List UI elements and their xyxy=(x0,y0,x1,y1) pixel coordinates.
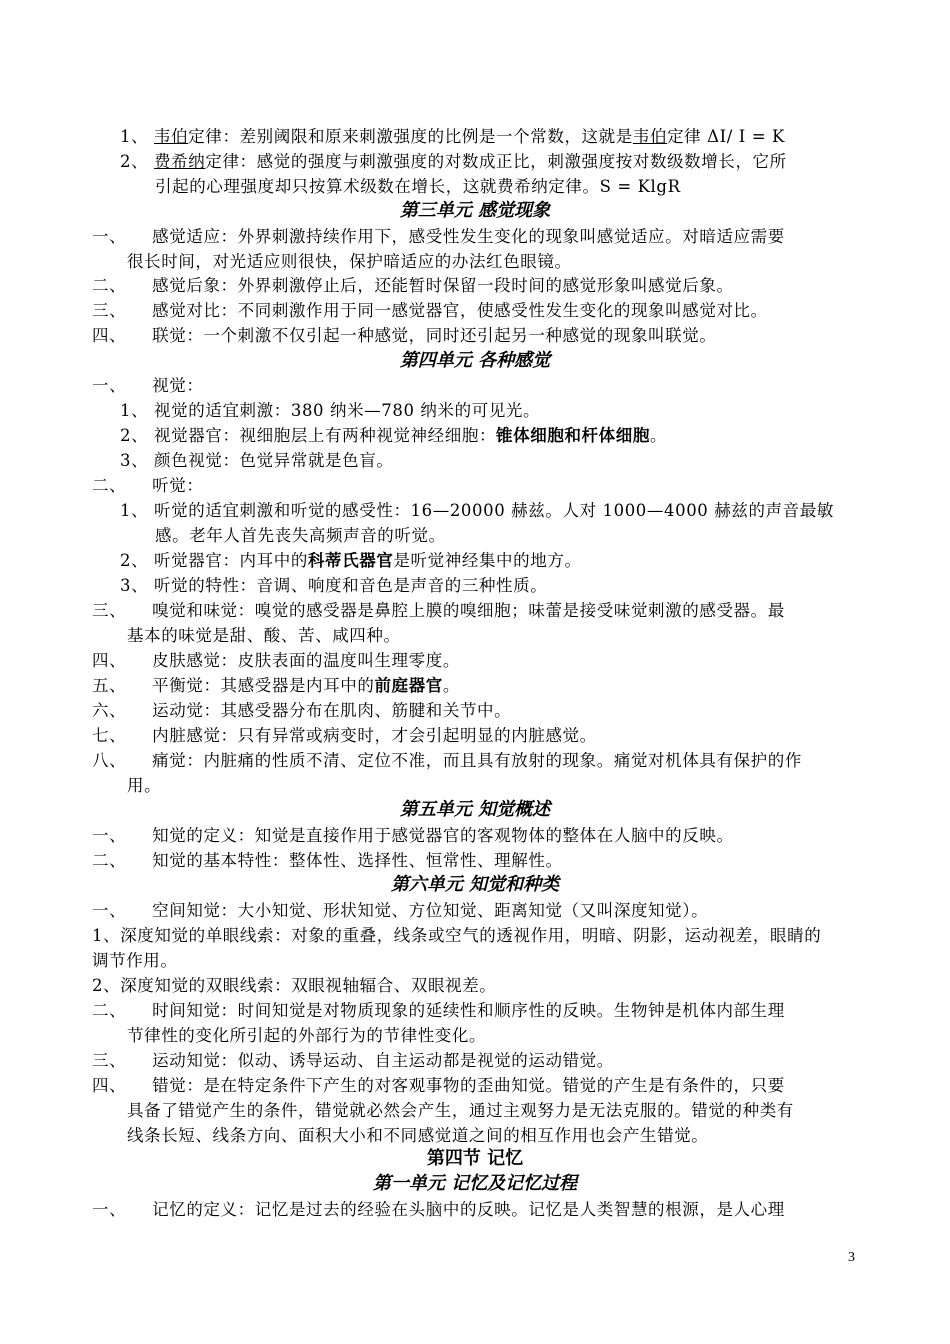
text-line xyxy=(127,1124,897,1148)
text-line xyxy=(92,324,862,348)
text-line xyxy=(92,724,862,748)
text-line xyxy=(92,999,862,1023)
text-line xyxy=(120,424,890,448)
text-run: 很长时间，对光适应则很快，保护暗适应的办法红色眼镜。 xyxy=(127,252,572,271)
text-run: 节律性的变化所引起的外部行为的节律性变化。 xyxy=(127,1026,487,1045)
section-heading: 第三单元 感觉现象 xyxy=(399,200,551,221)
text-run: 四、 错觉：是在特定条件下产生的对客观事物的歪曲知觉。错觉的产生是有条件的，只要 xyxy=(92,1076,785,1095)
text-run: 2、 听觉器官：内耳中的 xyxy=(120,551,308,570)
bold-term: 前庭器官 xyxy=(374,676,443,695)
text-line xyxy=(155,175,925,199)
text-run: 。 xyxy=(442,676,460,695)
text-run: 感。老年人首先丧失高频声音的听觉。 xyxy=(155,526,446,545)
text-run: 用。 xyxy=(127,776,162,795)
text-run: 2、 xyxy=(120,152,155,171)
text-line xyxy=(92,474,862,498)
text-run: 二、 听觉： xyxy=(92,476,204,495)
bold-term: 科蒂氏器官 xyxy=(307,551,394,570)
text-run: 三、 运动知觉：似动、诱导运动、自主运动都是视觉的运动错觉。 xyxy=(92,1051,614,1070)
text-run: 1、 视觉的适宜刺激：380 纳米—780 纳米的可见光。 xyxy=(120,401,541,420)
text-run: 2、 视觉器官：视细胞层上有两种视觉神经细胞： xyxy=(120,426,497,445)
text-line xyxy=(92,949,862,973)
section-heading: 第四节 记忆 xyxy=(426,1148,524,1169)
text-line xyxy=(127,250,897,274)
text-run: 3、 颜色视觉：色觉异常就是色盲。 xyxy=(120,451,394,470)
text-run: 1、 xyxy=(120,127,155,146)
section-heading: 第一单元 记忆及记忆过程 xyxy=(372,1173,578,1194)
text-line xyxy=(120,150,890,174)
text-line xyxy=(127,624,897,648)
text-run: 定律：感觉的强度与刺激强度的对数成正比，刺激强度按对数级数增长，它所 xyxy=(205,152,787,171)
underlined-term: 韦伯 xyxy=(632,127,668,146)
section-heading: 第五单元 知觉概述 xyxy=(399,799,551,820)
text-line xyxy=(92,699,862,723)
text-line xyxy=(92,849,862,873)
text-line xyxy=(120,499,890,523)
text-line xyxy=(92,225,862,249)
text-line xyxy=(120,449,890,473)
text-line xyxy=(120,399,890,423)
text-run: 四、 皮肤感觉：皮肤表面的温度叫生理零度。 xyxy=(92,651,460,670)
text-line xyxy=(92,899,862,923)
text-run: 二、 时间知觉：时间知觉是对物质现象的延续性和顺序性的反映。生物钟是机体内部生理 xyxy=(92,1001,785,1020)
text-run: 线条长短、线条方向、面积大小和不同感觉道之间的相互作用也会产生错觉。 xyxy=(127,1126,709,1145)
section-heading: 第四单元 各种感觉 xyxy=(399,350,551,371)
text-run: 一、 空间知觉：大小知觉、形状知觉、方位知觉、距离知觉（又叫深度知觉）。 xyxy=(92,901,709,920)
text-line xyxy=(92,1049,862,1073)
text-run: 。 xyxy=(649,426,668,445)
text-run: 定律：差别阈限和原来刺激强度的比例是一个常数，这就是 xyxy=(188,127,633,146)
text-run: 六、 运动觉：其感受器分布在肌肉、筋腱和关节中。 xyxy=(92,701,512,720)
underlined-term: 费希纳 xyxy=(154,152,206,171)
text-run: 二、 感觉后象：外界刺激停止后，还能暂时保留一段时间的感觉形象叫感觉后象。 xyxy=(92,276,734,295)
text-line xyxy=(92,924,862,948)
text-run: 三、 感觉对比：不同刺激作用于同一感觉器官，使感受性发生变化的现象叫感觉对比。 xyxy=(92,301,768,320)
section-heading: 第六单元 知觉和种类 xyxy=(390,874,560,895)
text-run: 三、 嗅觉和味觉：嗅觉的感受器是鼻腔上膜的嗅细胞；味蕾是接受味觉刺激的感受器。最 xyxy=(92,601,785,620)
text-line xyxy=(92,649,862,673)
text-line xyxy=(127,1024,897,1048)
text-line xyxy=(92,674,862,698)
text-run: 3、 听觉的特性：音调、响度和音色是声音的三种性质。 xyxy=(120,576,548,595)
text-run: 调节作用。 xyxy=(92,951,178,970)
text-line xyxy=(92,824,862,848)
text-line xyxy=(92,599,862,623)
text-line xyxy=(120,549,890,573)
text-run: 一、 感觉适应：外界刺激持续作用下，感受性发生变化的现象叫感觉适应。对暗适应需要 xyxy=(92,227,785,246)
bold-term: 锥体细胞和杆体细胞 xyxy=(496,426,650,445)
text-run: 四、 联觉：一个刺激不仅引起一种感觉，同时还引起另一种感觉的现象叫联觉。 xyxy=(92,326,717,345)
text-run: 一、 记忆的定义：记忆是过去的经验在头脑中的反映。记忆是人类智慧的根源，是人心理 xyxy=(92,1200,785,1219)
text-run: 是听觉神经集中的地方。 xyxy=(393,551,582,570)
text-run: 一、 知觉的定义：知觉是直接作用于感觉器官的客观物体的整体在人脑中的反映。 xyxy=(92,826,734,845)
text-run: 2、深度知觉的双眼线索：双眼视轴辐合、双眼视差。 xyxy=(92,976,497,995)
underlined-term: 韦伯 xyxy=(154,127,189,146)
text-line xyxy=(92,1198,862,1222)
text-run: 五、 平衡觉：其感受器是内耳中的 xyxy=(92,676,375,695)
page-number: 3 xyxy=(848,1250,855,1265)
text-line xyxy=(120,125,890,149)
text-line xyxy=(155,524,925,548)
text-line xyxy=(92,299,862,323)
text-line xyxy=(92,1074,862,1098)
text-line xyxy=(120,574,890,598)
text-run: 七、 内脏感觉：只有异常或病变时，才会引起明显的内脏感觉。 xyxy=(92,726,597,745)
text-run: 八、 痛觉：内脏痛的性质不清、定位不准，而且具有放射的现象。痛觉对机体具有保护的作 xyxy=(92,751,802,770)
text-run: 引起的心理强度却只按算术级数在增长，这就费希纳定律。S = KlgR xyxy=(155,177,681,196)
text-line xyxy=(127,774,897,798)
text-run: 二、 知觉的基本特性：整体性、选择性、恒常性、理解性。 xyxy=(92,851,563,870)
text-line xyxy=(92,374,862,398)
text-line xyxy=(92,749,862,773)
text-run: 一、 视觉： xyxy=(92,376,204,395)
text-line xyxy=(92,274,862,298)
text-run: 具备了错觉产生的条件，错觉就必然会产生，通过主观努力是无法克服的。错觉的种类有 xyxy=(127,1101,794,1120)
text-line xyxy=(127,1099,897,1123)
text-run: 1、 听觉的适宜刺激和听觉的感受性：16—20000 赫兹。人对 1000—4000 赫兹的声音最敏 xyxy=(120,501,834,520)
text-line xyxy=(92,974,862,998)
text-run: 基本的味觉是甜、酸、苦、咸四种。 xyxy=(127,626,401,645)
text-run: 定律 ΔI/ I = K xyxy=(667,127,785,146)
text-run: 1、深度知觉的单眼线索：对象的重叠，线条或空气的透视作用，明暗、阴影，运动视差，眼睛的 xyxy=(92,926,822,945)
